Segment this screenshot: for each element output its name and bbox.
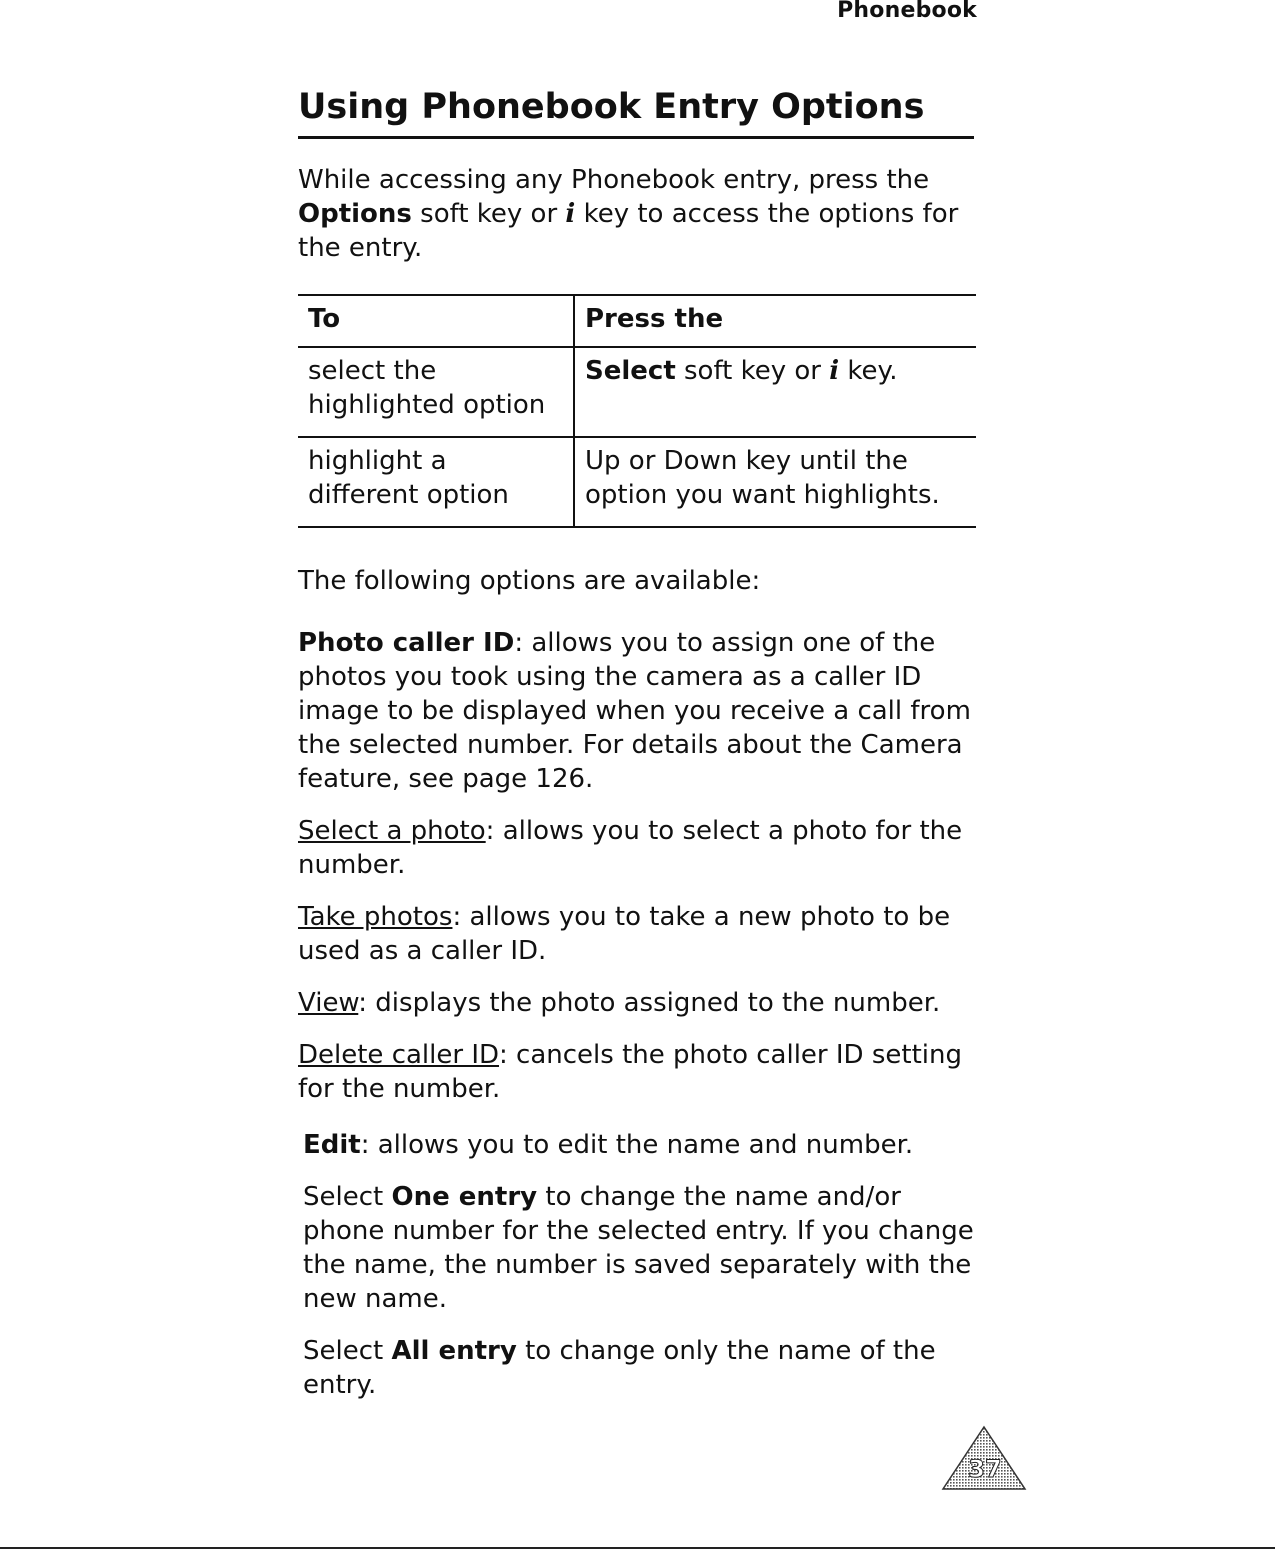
edit-paragraph — [298, 1128, 978, 1162]
one-entry-text: to change the name and/or phone number for the selected entry. If you change the name, the number is saved separately with the new name. — [303, 1182, 974, 1314]
page-number-triangle — [941, 1425, 1027, 1491]
table-header-to: To — [298, 295, 574, 347]
table-header-row — [298, 295, 976, 347]
available-options-intro: The following options are available: — [298, 566, 761, 596]
intro-text-3: key to access the options for the entry. — [298, 199, 959, 263]
press-text-end: key. — [839, 356, 898, 386]
suboption-delete-caller-id — [298, 1038, 978, 1106]
press-text: soft key or — [675, 356, 830, 386]
table-cell-to: select the highlighted option — [298, 347, 574, 437]
page-number: 37 — [968, 1455, 1002, 1483]
one-entry-paragraph — [298, 1180, 978, 1316]
photo-caller-id-paragraph — [298, 626, 978, 796]
all-entry-paragraph — [298, 1334, 978, 1402]
page-content — [298, 163, 978, 1402]
running-header: Phonebook — [837, 0, 977, 23]
suboption-text: : displays the photo assigned to the number. — [358, 988, 941, 1018]
suboption-label: View — [298, 988, 359, 1018]
intro-text-2: soft key or — [411, 199, 566, 229]
table-header-press: Press the — [585, 304, 724, 334]
bottom-rule — [0, 1547, 1275, 1549]
photo-caller-id-label: Photo caller ID — [298, 628, 515, 658]
suboption-take-photos — [298, 900, 978, 968]
all-entry-text: to change only the name of the entry. — [303, 1336, 936, 1400]
suboption-label: Take photos — [298, 902, 453, 932]
table-row — [298, 437, 976, 527]
options-key-label: Options — [298, 199, 412, 229]
suboption-label: Select a photo — [298, 816, 486, 846]
all-entry-pre: Select — [303, 1336, 392, 1366]
table-cell-press: Up or Down key until the option you want highlights. — [585, 446, 940, 510]
intro-text-1: While accessing any Phonebook entry, press the — [298, 165, 930, 195]
page-title: Using Phonebook Entry Options — [298, 82, 974, 139]
edit-text: : allows you to edit the name and number. — [360, 1130, 914, 1160]
photo-caller-id-text: : allows you to assign one of the photos you took using the camera as a caller ID image to be displayed when you receive a call from the selected number. For details about the Camera feature, see page 126. — [298, 628, 971, 794]
edit-label: Edit — [303, 1130, 361, 1160]
info-key-icon: i — [829, 356, 840, 386]
info-key-icon: i — [565, 199, 576, 229]
suboption-text: : allows you to select a photo for the number. — [298, 816, 963, 880]
table-cell-to: highlight a different option — [298, 437, 574, 527]
all-entry-label: All entry — [391, 1336, 517, 1366]
suboption-label: Delete caller ID — [298, 1040, 500, 1070]
one-entry-label: One entry — [391, 1182, 538, 1212]
intro-paragraph — [298, 163, 978, 265]
suboption-text: : allows you to take a new photo to be used as a caller ID. — [298, 902, 951, 966]
suboption-select-photo — [298, 814, 978, 882]
one-entry-pre: Select — [303, 1182, 392, 1212]
table-cell-press — [574, 347, 976, 437]
suboption-text: : cancels the photo caller ID setting for the number. — [298, 1040, 962, 1104]
table-row — [298, 347, 976, 437]
key-action-table — [298, 294, 976, 528]
suboption-view — [298, 986, 978, 1020]
select-key-label: Select — [585, 356, 676, 386]
